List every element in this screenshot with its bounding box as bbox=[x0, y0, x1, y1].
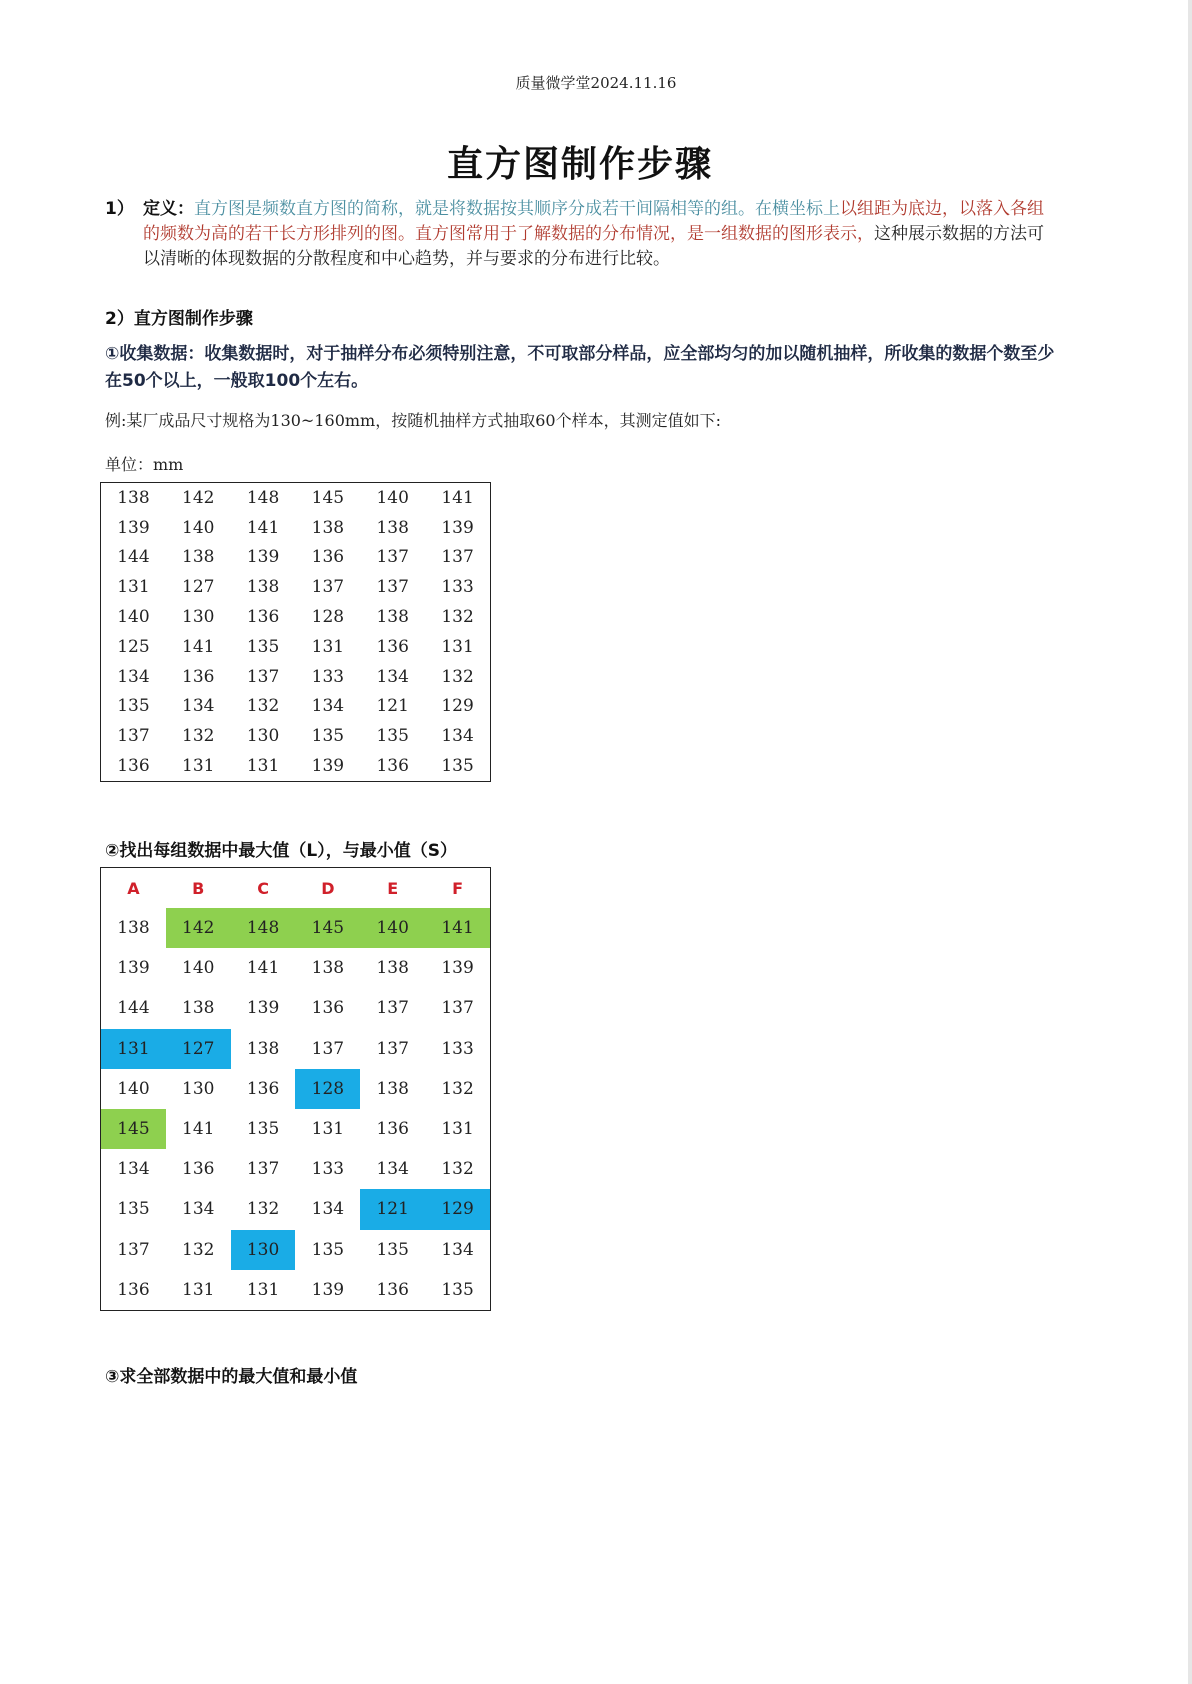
table-cell: 131 bbox=[441, 636, 474, 657]
table-cell: 134 bbox=[182, 696, 215, 717]
table-cell: 137 bbox=[441, 547, 474, 568]
definition-part-dark: 这种展示数据的方法可以清晰的体现数据的分散程度和中心趋势，并与要求的分布进行比较。 bbox=[143, 224, 1044, 269]
max-value-cell: 145 bbox=[295, 908, 360, 948]
table-cell: 134 bbox=[311, 696, 345, 717]
min-value-cell: 130 bbox=[231, 1230, 296, 1270]
table-cell: 137 bbox=[376, 547, 409, 568]
table-row bbox=[101, 513, 491, 543]
example-text: 例:某厂成品尺寸规格为130~160mm，按随机抽样方式抽取60个样本，其测定值如下: bbox=[105, 411, 721, 430]
definition-label: 定义： bbox=[143, 199, 194, 219]
table-cell: 145 bbox=[311, 487, 345, 508]
table-row bbox=[101, 1069, 491, 1109]
max-value-cell: 145 bbox=[101, 1109, 166, 1149]
max-value-cell: 141 bbox=[425, 908, 490, 948]
table-cell: 132 bbox=[441, 607, 474, 628]
table-cell: 148 bbox=[246, 487, 280, 508]
table-cell: 141 bbox=[246, 958, 280, 979]
table-row bbox=[101, 543, 491, 573]
min-value-cell: 129 bbox=[425, 1189, 490, 1229]
table-row bbox=[101, 572, 491, 602]
column-header: E bbox=[387, 878, 399, 898]
table-cell: 140 bbox=[117, 607, 150, 628]
column-header: A bbox=[127, 878, 140, 898]
max-value-cell: 140 bbox=[360, 908, 425, 948]
table-row bbox=[101, 1270, 491, 1311]
table-row bbox=[101, 692, 491, 722]
table-cell: 131 bbox=[182, 1279, 215, 1300]
table-cell: 136 bbox=[376, 756, 409, 777]
table-cell: 131 bbox=[117, 577, 150, 598]
table-cell: 132 bbox=[441, 666, 474, 687]
definition-number: 1） bbox=[105, 199, 134, 219]
table-cell: 137 bbox=[246, 666, 280, 687]
table-cell: 141 bbox=[441, 487, 474, 508]
table-cell: 135 bbox=[246, 1119, 280, 1140]
table-row bbox=[101, 1149, 491, 1189]
table-cell: 135 bbox=[117, 1199, 150, 1220]
table-cell: 137 bbox=[311, 577, 345, 598]
table-cell: 139 bbox=[441, 517, 474, 538]
table-cell: 132 bbox=[182, 1239, 215, 1260]
table-cell: 137 bbox=[376, 577, 409, 598]
table-cell: 144 bbox=[117, 547, 150, 568]
table-cell: 138 bbox=[117, 487, 150, 508]
table-cell: 136 bbox=[246, 1078, 280, 1099]
table-row bbox=[101, 632, 491, 662]
group-extremes-table bbox=[100, 867, 491, 1311]
table-cell: 131 bbox=[182, 756, 215, 777]
table-cell: 134 bbox=[117, 666, 150, 687]
table-cell: 137 bbox=[117, 726, 150, 747]
table-row bbox=[101, 948, 491, 988]
table-header-row bbox=[101, 868, 491, 909]
table-cell: 136 bbox=[182, 1159, 215, 1180]
table-cell: 138 bbox=[117, 918, 150, 939]
header-date: 质量微学堂2024.11.16 bbox=[515, 74, 677, 92]
table-cell: 139 bbox=[246, 998, 280, 1019]
table-cell: 141 bbox=[182, 1119, 215, 1140]
unit-label: 单位：mm bbox=[105, 455, 184, 474]
table-cell: 138 bbox=[311, 958, 345, 979]
column-header: D bbox=[321, 878, 335, 898]
table-cell: 137 bbox=[441, 998, 474, 1019]
table-cell: 141 bbox=[182, 636, 215, 657]
table-row bbox=[101, 1189, 491, 1229]
table-cell: 136 bbox=[182, 666, 215, 687]
table-cell: 131 bbox=[311, 636, 345, 657]
min-value-cell: 128 bbox=[295, 1069, 360, 1109]
table-row bbox=[101, 908, 491, 948]
step3-heading: ③求全部数据中的最大值和最小值 bbox=[105, 1367, 358, 1387]
table-cell: 133 bbox=[441, 577, 474, 598]
table-cell: 134 bbox=[311, 1199, 345, 1220]
table-cell: 138 bbox=[246, 1038, 280, 1059]
table-cell: 140 bbox=[117, 1078, 150, 1099]
table-cell: 134 bbox=[376, 1159, 409, 1180]
page-edge bbox=[1188, 0, 1192, 1684]
table-cell: 133 bbox=[311, 666, 345, 687]
definition-part-red: 以组距为底边，以落入各组的频数为高的若干长方形排列的图。直方图常用于了解数据的分布情况，是一组数据的图形表示， bbox=[143, 199, 1044, 244]
table-row bbox=[101, 483, 491, 513]
table-cell: 140 bbox=[182, 517, 215, 538]
table-row bbox=[101, 602, 491, 632]
table-cell: 135 bbox=[441, 756, 474, 777]
table-cell: 139 bbox=[311, 756, 345, 777]
table-cell: 139 bbox=[117, 958, 150, 979]
table-cell: 129 bbox=[441, 696, 474, 717]
table-cell: 132 bbox=[441, 1078, 474, 1099]
table-row bbox=[101, 721, 491, 751]
table-cell: 136 bbox=[311, 998, 345, 1019]
table-cell: 136 bbox=[117, 756, 150, 777]
table-cell: 137 bbox=[246, 1159, 280, 1180]
max-value-cell: 142 bbox=[166, 908, 231, 948]
table-cell: 134 bbox=[182, 1199, 215, 1220]
table-cell: 138 bbox=[182, 998, 215, 1019]
column-header: F bbox=[452, 878, 464, 898]
table-row bbox=[101, 662, 491, 692]
table-cell: 136 bbox=[376, 1119, 409, 1140]
definition-paragraph bbox=[105, 197, 1045, 272]
table-cell: 134 bbox=[441, 1239, 474, 1260]
table-cell: 139 bbox=[246, 547, 280, 568]
table-cell: 130 bbox=[182, 607, 215, 628]
table-cell: 131 bbox=[441, 1119, 474, 1140]
sample-data-table bbox=[100, 482, 491, 782]
table-cell: 139 bbox=[441, 958, 474, 979]
page-title: 直方图制作步骤 bbox=[446, 144, 713, 185]
table-cell: 142 bbox=[182, 487, 215, 508]
table-cell: 135 bbox=[117, 696, 150, 717]
table-cell: 137 bbox=[311, 1038, 345, 1059]
column-header: B bbox=[192, 878, 205, 898]
table-cell: 121 bbox=[376, 696, 409, 717]
table-cell: 138 bbox=[311, 517, 345, 538]
table-cell: 138 bbox=[182, 547, 215, 568]
table-cell: 128 bbox=[311, 607, 345, 628]
table-cell: 135 bbox=[246, 636, 280, 657]
table-row bbox=[101, 1109, 491, 1149]
table-cell: 139 bbox=[117, 517, 150, 538]
table-cell: 127 bbox=[182, 577, 215, 598]
table-cell: 131 bbox=[311, 1119, 345, 1140]
table-cell: 134 bbox=[441, 726, 474, 747]
table-cell: 138 bbox=[376, 958, 409, 979]
table-cell: 138 bbox=[246, 577, 280, 598]
table-cell: 135 bbox=[311, 1239, 345, 1260]
table-cell: 135 bbox=[376, 726, 409, 747]
table-cell: 138 bbox=[376, 517, 409, 538]
table-cell: 135 bbox=[311, 726, 345, 747]
table-cell: 141 bbox=[246, 517, 280, 538]
table-cell: 136 bbox=[376, 636, 409, 657]
table-cell: 136 bbox=[246, 607, 280, 628]
table-cell: 133 bbox=[441, 1038, 474, 1059]
table-cell: 133 bbox=[311, 1159, 345, 1180]
table-cell: 130 bbox=[246, 726, 280, 747]
table-cell: 136 bbox=[311, 547, 345, 568]
min-value-cell: 121 bbox=[360, 1189, 425, 1229]
definition-part-teal: 直方图是频数直方图的简称，就是将数据按其顺序分成若干间隔相等的组。在横坐标上 bbox=[194, 199, 840, 219]
table-cell: 137 bbox=[117, 1239, 150, 1260]
table-cell: 138 bbox=[376, 1078, 409, 1099]
table-row bbox=[101, 1029, 491, 1069]
table-cell: 135 bbox=[376, 1239, 409, 1260]
table-cell: 134 bbox=[376, 666, 409, 687]
table-cell: 137 bbox=[376, 998, 409, 1019]
steps-heading: 2）直方图制作步骤 bbox=[105, 309, 253, 329]
step1-text: ①收集数据：收集数据时，对于抽样分布必须特别注意，不可取部分样品，应全部均匀的加以随机抽样，所收集的数据个数至少在50个以上，一般取100个左右。 bbox=[105, 344, 1055, 391]
table-cell: 131 bbox=[246, 1279, 280, 1300]
table-row bbox=[101, 1230, 491, 1270]
definition-text bbox=[143, 197, 1045, 272]
table-cell: 136 bbox=[376, 1279, 409, 1300]
table-cell: 140 bbox=[376, 487, 409, 508]
min-value-cell: 131 bbox=[101, 1029, 166, 1069]
table-cell: 135 bbox=[441, 1279, 474, 1300]
table-cell: 138 bbox=[376, 607, 409, 628]
table-cell: 139 bbox=[311, 1279, 345, 1300]
column-header: C bbox=[257, 878, 269, 898]
table-cell: 132 bbox=[246, 1199, 280, 1220]
table-cell: 144 bbox=[117, 998, 150, 1019]
table-cell: 136 bbox=[117, 1279, 150, 1300]
table-cell: 132 bbox=[441, 1159, 474, 1180]
table-row bbox=[101, 988, 491, 1028]
table-row bbox=[101, 751, 491, 781]
table-cell: 132 bbox=[246, 696, 280, 717]
min-value-cell: 127 bbox=[166, 1029, 231, 1069]
table-cell: 130 bbox=[182, 1078, 215, 1099]
max-value-cell: 148 bbox=[231, 908, 296, 948]
table-cell: 134 bbox=[117, 1159, 150, 1180]
table-cell: 131 bbox=[246, 756, 280, 777]
table-cell: 140 bbox=[182, 958, 215, 979]
table-cell: 132 bbox=[182, 726, 215, 747]
step2-heading: ②找出每组数据中最大值（L），与最小值（S） bbox=[105, 841, 457, 861]
table-cell: 125 bbox=[117, 636, 150, 657]
table-cell: 137 bbox=[376, 1038, 409, 1059]
